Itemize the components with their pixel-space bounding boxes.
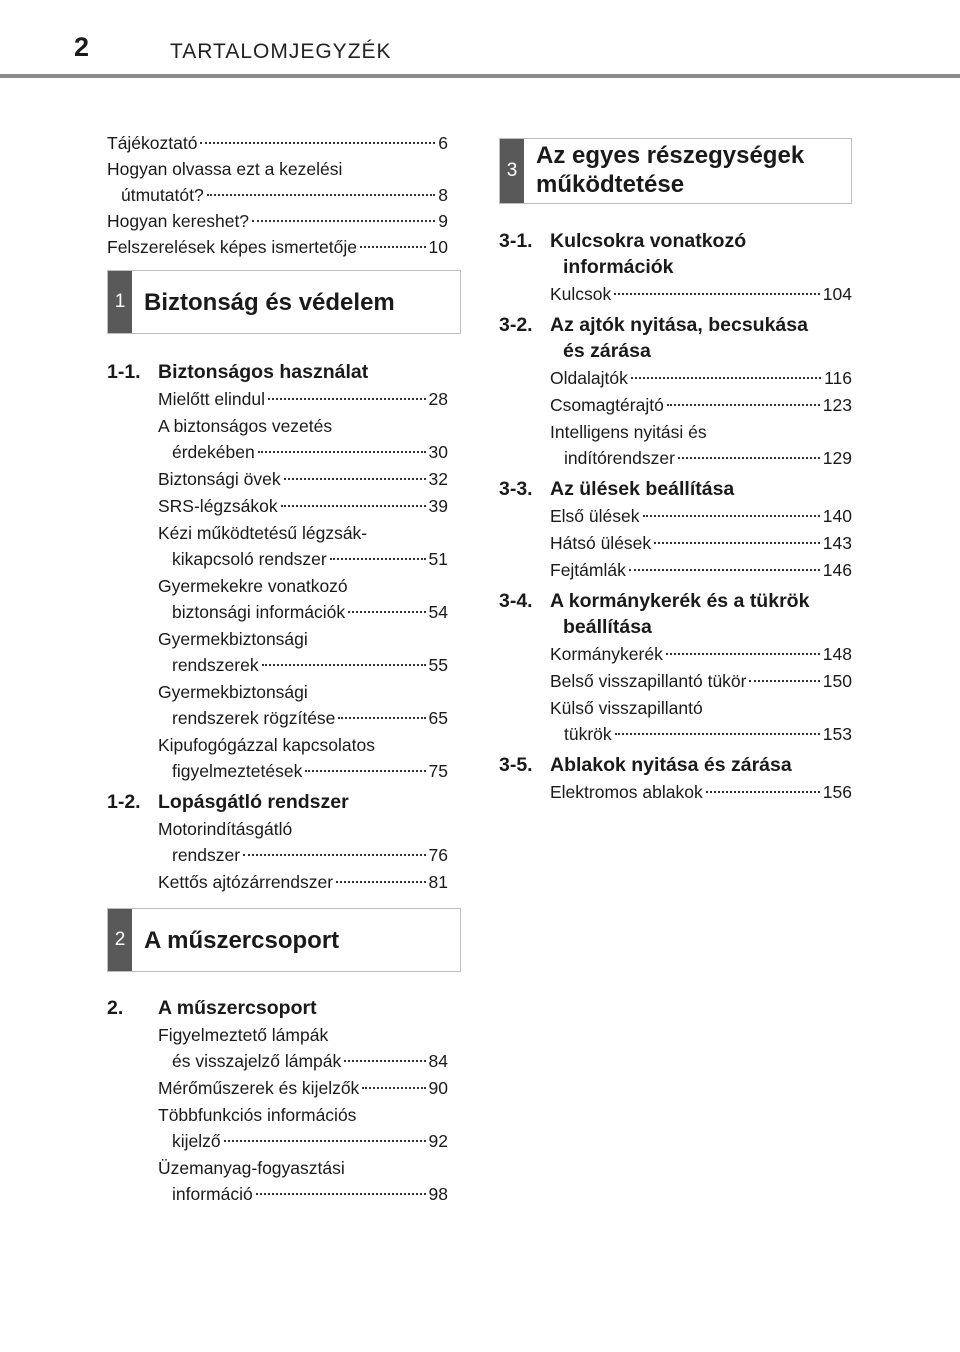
toc-entry[interactable] <box>158 466 448 492</box>
page-reference: 81 <box>428 872 448 892</box>
section-header-box <box>107 270 461 334</box>
toc-entry-text: Biztonsági övek <box>158 469 281 489</box>
left-column <box>107 130 448 1208</box>
toc-entry-line <box>550 695 852 721</box>
toc-entry-text: kikapcsoló rendszer <box>172 549 327 569</box>
toc-entry[interactable] <box>158 1075 448 1101</box>
subsection <box>107 359 448 784</box>
toc-entry-text: Gyermekekre vonatkozó <box>158 576 348 596</box>
toc-entry-line <box>158 546 448 572</box>
page-reference: 156 <box>822 782 852 802</box>
toc-entry[interactable] <box>107 156 448 208</box>
subsection-title: Kulcsokra vonatkozó információk <box>550 230 747 278</box>
dot-leader <box>207 194 436 196</box>
toc-entry-text: és visszajelző lámpák <box>172 1051 342 1071</box>
section-title: A műszercsoport <box>144 926 340 954</box>
page-reference: 148 <box>822 644 852 664</box>
toc-entry-text: Hogyan olvassa ezt a kezelési <box>107 159 343 179</box>
toc-entry-line <box>158 705 448 731</box>
toc-entry-line <box>107 234 448 260</box>
toc-entry-line <box>158 573 448 599</box>
subsection-number: 2. <box>107 997 124 1019</box>
toc-entry-text: Kipufogógázzal kapcsolatos <box>158 735 375 755</box>
toc-entry[interactable] <box>158 816 448 868</box>
toc-entry-line <box>550 281 852 307</box>
toc-entry-text: Többfunkciós információs <box>158 1105 357 1125</box>
toc-entry-line <box>550 557 852 583</box>
toc-entry-text: Fejtámlák <box>550 560 626 580</box>
toc-entry[interactable] <box>550 365 852 391</box>
header-divider <box>0 74 960 78</box>
subsection-number: 3-1. <box>499 230 533 252</box>
toc-entry-line <box>158 1048 448 1074</box>
page-reference: 90 <box>428 1078 448 1098</box>
toc-entry[interactable] <box>158 1102 448 1154</box>
toc-entry-line <box>158 1022 448 1048</box>
toc-entry[interactable] <box>158 1155 448 1207</box>
subsection-items <box>499 779 852 805</box>
page-reference: 129 <box>822 448 852 468</box>
right-column <box>499 138 852 810</box>
toc-entry-text: rendszerek rögzítése <box>172 708 336 728</box>
page-reference: 84 <box>428 1051 448 1071</box>
toc-entry-text: Figyelmeztető lámpák <box>158 1025 329 1045</box>
toc-entry[interactable] <box>158 732 448 784</box>
toc-entry[interactable] <box>550 695 852 747</box>
toc-entry-line <box>550 445 852 471</box>
toc-entry[interactable] <box>158 413 448 465</box>
toc-entry[interactable] <box>550 530 852 556</box>
toc-entry[interactable] <box>550 281 852 307</box>
toc-entry-text: Hogyan kereshet? <box>107 211 250 231</box>
toc-entry-line <box>158 732 448 758</box>
page-reference: 32 <box>428 469 448 489</box>
toc-entry[interactable] <box>158 386 448 412</box>
toc-entry-text: rendszer <box>172 845 241 865</box>
subsection-heading[interactable] <box>107 359 448 385</box>
toc-entry-text: Külső visszapillantó <box>550 698 703 718</box>
toc-entry-line <box>158 466 448 492</box>
dot-leader <box>360 246 426 248</box>
page-reference: 75 <box>428 761 448 781</box>
toc-entry-text: tükrök <box>564 724 612 744</box>
dot-leader <box>252 220 435 222</box>
subsection-items <box>499 503 852 583</box>
dot-leader <box>666 653 820 655</box>
subsection-number: 3-2. <box>499 314 533 336</box>
toc-entry-text: Belső visszapillantó tükör <box>550 671 747 691</box>
page-number: 2 <box>74 32 90 62</box>
toc-entry[interactable] <box>550 503 852 529</box>
page-reference: 116 <box>824 368 852 388</box>
subsection-title: Ablakok nyitása és zárása <box>550 754 792 776</box>
page-reference: 65 <box>428 708 448 728</box>
dot-leader <box>268 398 426 400</box>
subsection-heading[interactable] <box>499 752 852 778</box>
dot-leader <box>654 542 820 544</box>
page-reference: 104 <box>822 284 852 304</box>
page-reference: 92 <box>428 1131 448 1151</box>
dot-leader <box>678 457 820 459</box>
dot-leader <box>667 404 820 406</box>
page-header <box>0 0 960 80</box>
page-reference: 143 <box>822 533 852 553</box>
toc-entry-text: indítórendszer <box>564 448 675 468</box>
toc-entry-text: figyelmeztetések <box>172 761 303 781</box>
toc-entry-text: Oldalajtók <box>550 368 628 388</box>
subsection-title: Az ajtók nyitása, becsukása és zárása <box>550 314 808 362</box>
toc-entry-text: Csomagtérajtó <box>550 395 664 415</box>
dot-leader <box>262 664 426 666</box>
dot-leader <box>336 881 425 883</box>
subsection <box>499 312 852 471</box>
dot-leader <box>631 377 821 379</box>
toc-entry-line <box>107 156 448 182</box>
section-number-tab: 3 <box>500 139 524 203</box>
dot-leader <box>643 515 820 517</box>
subsection-title: Az ülések beállítása <box>550 478 735 500</box>
toc-entry-text: Első ülések <box>550 506 640 526</box>
toc-entry-line <box>158 869 448 895</box>
toc-entry-line <box>158 1102 448 1128</box>
subsection-title: A műszercsoport <box>158 997 317 1019</box>
toc-entry-text: Elektromos ablakok <box>550 782 703 802</box>
toc-entry-line <box>158 1181 448 1207</box>
toc-entry-text: kijelző <box>172 1131 221 1151</box>
toc-entry-text: Intelligens nyitási és <box>550 422 707 442</box>
subsection-heading[interactable] <box>107 995 448 1021</box>
toc-entry-line <box>158 1155 448 1181</box>
page-reference: 150 <box>822 671 852 691</box>
toc-entry-text: Hátsó ülések <box>550 533 652 553</box>
toc-entry-line <box>158 679 448 705</box>
subsection-heading[interactable] <box>107 789 448 815</box>
dot-leader <box>200 142 435 144</box>
dot-leader <box>330 558 426 560</box>
toc-entry[interactable] <box>158 869 448 895</box>
toc-entry-text: biztonsági információk <box>172 602 346 622</box>
toc-entry-line <box>550 779 852 805</box>
toc-entry[interactable] <box>550 641 852 667</box>
toc-entry-line <box>158 413 448 439</box>
toc-entry-text: Kézi működtetésű légzsák- <box>158 523 368 543</box>
toc-entry-line <box>107 208 448 234</box>
toc-entry-text: érdekében <box>172 442 255 462</box>
toc-entry-line <box>107 182 448 208</box>
subsection-heading[interactable] <box>499 476 852 502</box>
page-reference: 8 <box>438 185 448 205</box>
toc-entry-text: Gyermekbiztonsági <box>158 682 308 702</box>
subsection-items <box>499 365 852 471</box>
toc-entry-line <box>550 668 852 694</box>
toc-entry-line <box>158 520 448 546</box>
toc-entry[interactable] <box>107 208 448 234</box>
page-reference: 55 <box>428 655 448 675</box>
toc-entry[interactable] <box>550 392 852 418</box>
page-reference: 39 <box>428 496 448 516</box>
subsection-number: 3-3. <box>499 478 533 500</box>
dot-leader <box>305 770 425 772</box>
toc-entry-line <box>158 439 448 465</box>
toc-entry-line <box>158 386 448 412</box>
toc-entry-line <box>158 599 448 625</box>
section-title: Az egyes részegységek működtetése <box>536 142 805 198</box>
toc-entry[interactable] <box>107 130 448 156</box>
dot-leader <box>706 791 820 793</box>
toc-entry-text: SRS-légzsákok <box>158 496 278 516</box>
toc-entry-line <box>158 626 448 652</box>
dot-leader <box>258 451 426 453</box>
dot-leader <box>338 717 425 719</box>
page-reference: 76 <box>428 845 448 865</box>
dot-leader <box>284 478 426 480</box>
subsection <box>499 588 852 747</box>
dot-leader <box>243 854 425 856</box>
subsection-title: Lopásgátló rendszer <box>158 791 349 813</box>
toc-entry-line <box>158 1128 448 1154</box>
subsection-number: 3-4. <box>499 590 533 612</box>
page-reference: 54 <box>428 602 448 622</box>
toc-entry-line <box>158 652 448 678</box>
toc-entry-line <box>550 365 852 391</box>
toc-entry-text: Kormánykerék <box>550 644 663 664</box>
page-reference: 9 <box>438 211 448 231</box>
subsection-number: 1-2. <box>107 791 141 813</box>
page-reference: 146 <box>822 560 852 580</box>
page-reference: 6 <box>438 133 448 153</box>
toc-entry[interactable] <box>158 1022 448 1074</box>
dot-leader <box>629 569 820 571</box>
toc-entry[interactable] <box>158 573 448 625</box>
section-title: Biztonság és védelem <box>144 288 395 316</box>
section-header-box <box>107 908 461 972</box>
dot-leader <box>615 733 820 735</box>
toc-entry-line <box>550 503 852 529</box>
dot-leader <box>224 1140 426 1142</box>
dot-leader <box>362 1087 425 1089</box>
page-reference: 153 <box>822 724 852 744</box>
subsection-title: Biztonságos használat <box>158 361 369 383</box>
toc-entry-line <box>550 530 852 556</box>
toc-entry[interactable] <box>158 679 448 731</box>
toc-entry-text: Kulcsok <box>550 284 612 304</box>
toc-entry-line <box>158 1075 448 1101</box>
subsection <box>499 228 852 307</box>
toc-entry-text: útmutatót? <box>121 185 204 205</box>
dot-leader <box>348 611 425 613</box>
page-title: TARTALOMJEGYZÉK <box>170 40 392 63</box>
toc-entry[interactable] <box>550 419 852 471</box>
toc-entry-text: Mielőtt elindul <box>158 389 265 409</box>
subsection-heading[interactable] <box>499 588 852 640</box>
dot-leader <box>281 505 426 507</box>
toc-entry-text: Felszerelések képes ismertetője <box>107 237 357 257</box>
page-reference: 51 <box>428 549 448 569</box>
toc-entry-line <box>550 419 852 445</box>
toc-entry[interactable] <box>550 557 852 583</box>
subsection-heading[interactable] <box>499 312 852 364</box>
toc-entry-text: információ <box>172 1184 253 1204</box>
toc-entry[interactable] <box>158 626 448 678</box>
subsection-items <box>499 641 852 747</box>
section-number-tab: 1 <box>108 271 132 333</box>
subsection-number: 3-5. <box>499 754 533 776</box>
page-reference: 98 <box>428 1184 448 1204</box>
toc-entry-text: Mérőműszerek és kijelzők <box>158 1078 360 1098</box>
toc-entry-text: A biztonságos vezetés <box>158 416 333 436</box>
toc-entry[interactable] <box>158 520 448 572</box>
toc-entry-text: Gyermekbiztonsági <box>158 629 308 649</box>
page-reference: 10 <box>428 237 448 257</box>
toc-entry-line <box>550 721 852 747</box>
subsection-heading[interactable] <box>499 228 852 280</box>
subsection-number: 1-1. <box>107 361 141 383</box>
subsection-title: A kormánykerék és a tükrök beállítása <box>550 590 810 638</box>
subsection <box>107 995 448 1207</box>
toc-entry-line <box>107 130 448 156</box>
subsection <box>499 752 852 805</box>
toc-entry-text: Kettős ajtózárrendszer <box>158 872 334 892</box>
subsection <box>499 476 852 583</box>
toc-entry-text: rendszerek <box>172 655 259 675</box>
dot-leader <box>749 680 819 682</box>
section-number-tab: 2 <box>108 909 132 971</box>
page-reference: 140 <box>822 506 852 526</box>
toc-entry[interactable] <box>107 234 448 260</box>
subsection <box>107 789 448 895</box>
dot-leader <box>256 1193 426 1195</box>
toc-entry[interactable] <box>550 668 852 694</box>
dot-leader <box>614 293 820 295</box>
toc-entry-line <box>158 758 448 784</box>
subsection-items <box>107 1022 448 1207</box>
section-header-box <box>499 138 852 204</box>
toc-entry-line <box>550 392 852 418</box>
toc-entry[interactable] <box>550 779 852 805</box>
toc-entry-text: Tájékoztató <box>107 133 198 153</box>
subsection-items <box>107 816 448 895</box>
subsection-items <box>107 386 448 784</box>
toc-entry[interactable] <box>158 493 448 519</box>
toc-entry-text: Üzemanyag-fogyasztási <box>158 1158 345 1178</box>
dot-leader <box>344 1060 425 1062</box>
page-reference: 30 <box>428 442 448 462</box>
toc-entry-line <box>158 842 448 868</box>
page-reference: 28 <box>428 389 448 409</box>
subsection-items <box>499 281 852 307</box>
toc-entry-line <box>158 816 448 842</box>
toc-entry-text: Motorindításgátló <box>158 819 293 839</box>
toc-entry-line <box>158 493 448 519</box>
page-reference: 123 <box>822 395 852 415</box>
toc-entry-line <box>550 641 852 667</box>
